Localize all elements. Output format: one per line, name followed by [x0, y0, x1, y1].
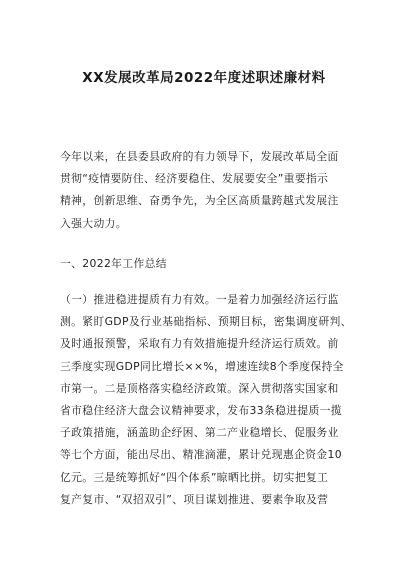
section-paragraph [60, 289, 360, 511]
paragraph-line: 测。紧盯GDP及行业基础指标、预期目标，密集调度研判、 [60, 315, 352, 329]
paragraph-line: 及时通报预警，采取有力有效措施提升经济运行质效。前 [60, 337, 339, 351]
paragraph-line: 复产复市、“双招双引”、项目谋划推进、要素争取及营 [60, 492, 329, 506]
document-title: XX发展改革局2022年度述职述廉材料 [82, 70, 326, 86]
paragraph-line: 精神，创新思维、奋勇争先，为全区高质量跨越式发展注 [60, 194, 339, 208]
paragraph-line: 亿元。三是统筹抓好“四个体系”晾晒比拼。切实把复工 [60, 470, 329, 484]
paragraph-line: 子政策措施，涵盖助企纾困、第二产业稳增长、促服务业 [60, 426, 339, 440]
paragraph-line: 贯彻“疫情要防住、经济要稳住、发展要安全”重要指示 [60, 172, 329, 186]
paragraph-line: 三季度实现GDP同比增长××%，增速连续8个季度保持全 [60, 359, 344, 373]
section-heading: 一、2022年工作总结 [60, 257, 167, 270]
paragraph-line: 省市稳住经济大盘会议精神要求，发布33条稳进提质一揽 [60, 403, 342, 417]
paragraph-line: 市第一。二是顶格落实稳经济政策。深入贯彻落实国家和 [60, 381, 339, 395]
paragraph-line: 入强大动力。 [60, 216, 127, 230]
paragraph-line: 今年以来，在县委县政府的有力领导下，发展改革局全面 [60, 150, 339, 163]
intro-paragraph [60, 146, 360, 235]
paragraph-line: 等七个方面，能出尽出、精准滴灌，累计兑现惠企资金10 [60, 448, 342, 462]
paragraph-line: （一）推进稳进提质有力有效。一是着力加强经济运行监 [60, 293, 339, 306]
